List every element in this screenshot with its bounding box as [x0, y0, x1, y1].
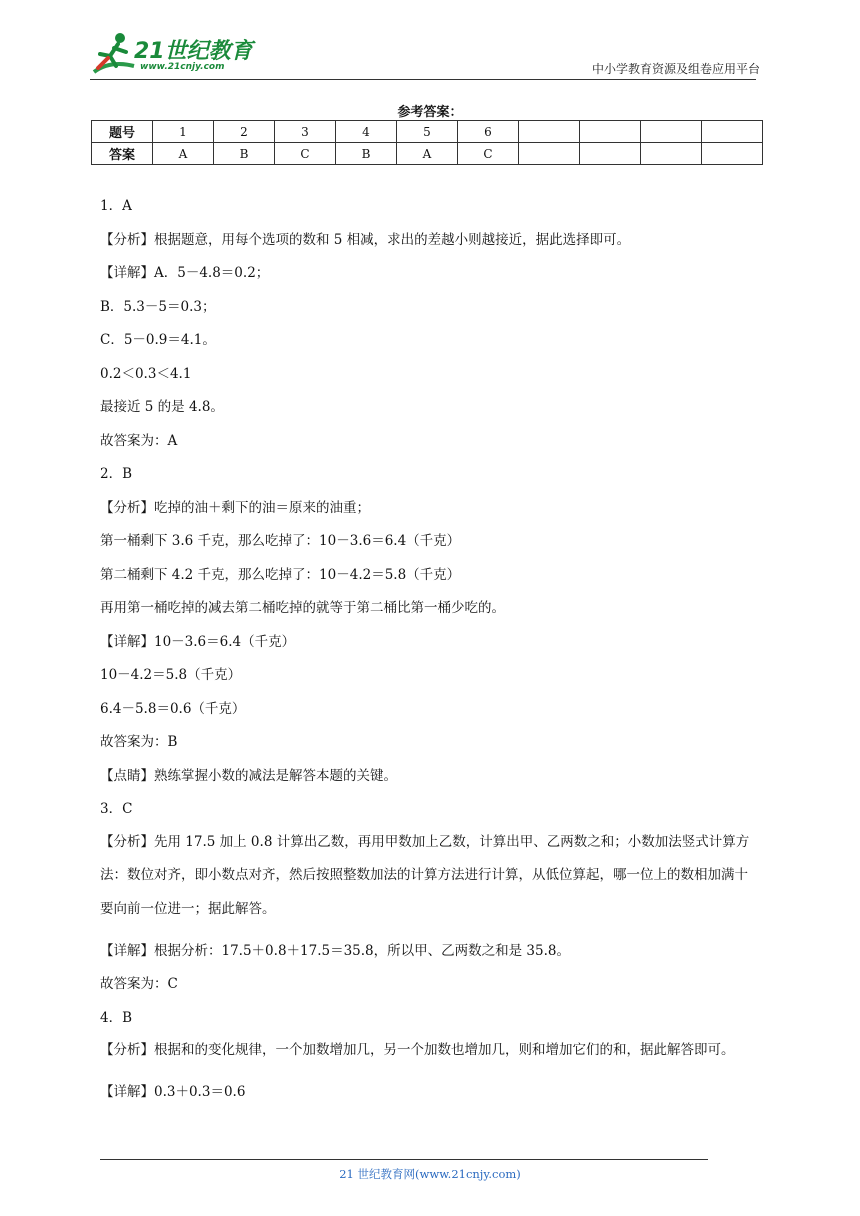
question-number-cell: [519, 121, 580, 143]
question-number-cell: 4: [336, 121, 397, 143]
comment-line: 【点睛】熟练掌握小数的减法是解答本题的关键。: [100, 767, 397, 784]
question-heading: 1．A: [100, 198, 132, 214]
answer-line: 故答案为：B: [100, 734, 178, 750]
logo-url: www.21cnjy.com: [140, 62, 225, 72]
platform-name: 中小学教育资源及组卷应用平台: [591, 62, 760, 76]
answer-cell: C: [275, 143, 336, 165]
question-heading: 3．C: [100, 801, 133, 817]
answer-line: 故答案为：A: [100, 432, 178, 449]
question-number-cell: 1: [153, 121, 214, 143]
question-heading: 2．B: [100, 466, 133, 482]
footer-source[interactable]: 21 世纪教育网(www.21cnjy.com): [339, 1167, 521, 1181]
answer-cell: [519, 143, 580, 165]
question-number-cell: [580, 121, 641, 143]
answer-key-table: [91, 120, 763, 165]
analysis-line: 第一桶剩下 3.6 千克，那么吃掉了：10－3.6＝6.4（千克）: [100, 533, 461, 549]
question-number-cell: [702, 121, 763, 143]
logo: [90, 28, 260, 80]
footer-divider: [100, 1159, 708, 1160]
logo-text: 21世纪教育: [134, 39, 253, 64]
answer-cell: [580, 143, 641, 165]
answer-cell: A: [153, 143, 214, 165]
solution-body: [100, 197, 760, 1117]
detail-line: 【详解】0.3＋0.3＝0.6: [100, 1084, 246, 1100]
analysis-line: 【分析】吃掉的油＋剩下的油＝原来的油重；: [100, 499, 370, 516]
answer-cell: C: [458, 143, 519, 165]
analysis-line: 再用第一桶吃掉的减去第二桶吃掉的就等于第二桶比第一桶少吃的。: [100, 600, 505, 616]
question-number-cell: 2: [214, 121, 275, 143]
answer-line: 故答案为：C: [100, 976, 178, 992]
row-label-answer: 答案: [92, 143, 153, 165]
detail-line: 0.2＜0.3＜4.1: [100, 365, 192, 382]
analysis-line: 第二桶剩下 4.2 千克，那么吃掉了：10－4.2＝5.8（千克）: [100, 566, 461, 583]
detail-line: C．5－0.9＝4.1。: [100, 332, 216, 348]
question-heading: 4．B: [100, 1009, 133, 1026]
analysis-line: 【分析】先用 17.5 加上 0.8 计算出乙数，再用甲数加上乙数，计算出甲、乙两数之和；小数加法竖式计算方法：数位对齐，即小数点对齐，然后按照整数加法的计算方法进行计算，从低位算起，哪一位上的数相加满十要向前一位进一；据此解答。: [100, 833, 750, 917]
detail-line: 【详解】根据分析：17.5＋0.8＋17.5＝35.8，所以甲、乙两数之和是 35.8。: [100, 942, 570, 959]
row-label-number: 题号: [92, 121, 153, 143]
answer-row: [92, 143, 763, 165]
question-number-cell: 3: [275, 121, 336, 143]
analysis-line: 【分析】根据和的变化规律，一个加数增加几，另一个加数也增加几，则和增加它们的和，据此解答即可。: [100, 1042, 735, 1058]
question-number-cell: 6: [458, 121, 519, 143]
detail-line: 最接近 5 的是 4.8。: [100, 399, 224, 415]
detail-line: 【详解】10－3.6＝6.4（千克）: [100, 633, 296, 650]
detail-line: B．5.3－5＝0.3；: [100, 298, 216, 315]
detail-line: 10－4.2＝5.8（千克）: [100, 667, 242, 683]
question-number-cell: 5: [397, 121, 458, 143]
runner-logo-icon: [90, 30, 138, 80]
answer-cell: [641, 143, 702, 165]
detail-line: 6.4－5.8＝0.6（千克）: [100, 700, 246, 717]
question-number-cell: [641, 121, 702, 143]
answer-cell: B: [336, 143, 397, 165]
question-number-row: [92, 121, 763, 143]
answer-cell: [702, 143, 763, 165]
detail-line: 【详解】A．5－4.8＝0.2；: [100, 265, 270, 281]
analysis-line: 【分析】根据题意，用每个选项的数和 5 相减，求出的差越小则越接近，据此选择即可。: [100, 231, 631, 248]
answer-cell: A: [397, 143, 458, 165]
page-header: [90, 28, 760, 80]
answer-cell: B: [214, 143, 275, 165]
header-divider: [90, 79, 756, 80]
answer-key-title: 参考答案：: [397, 105, 463, 120]
